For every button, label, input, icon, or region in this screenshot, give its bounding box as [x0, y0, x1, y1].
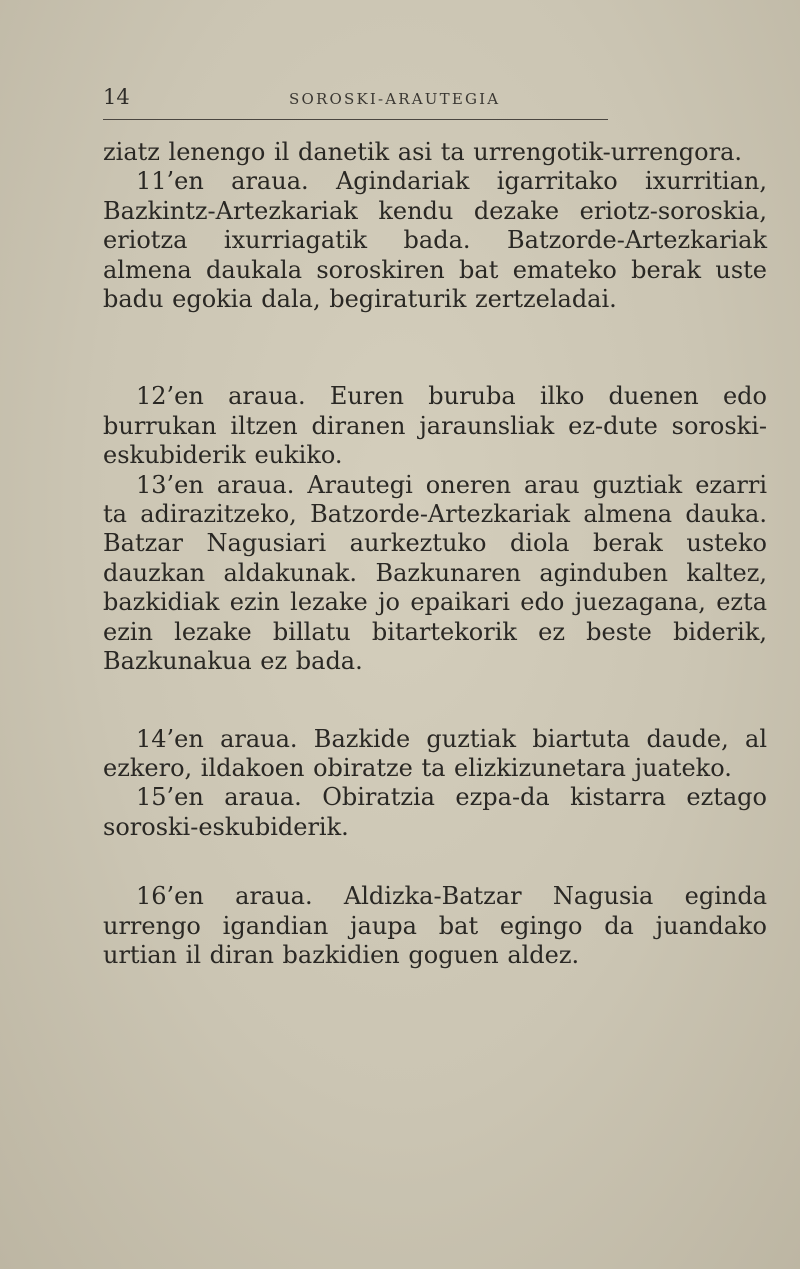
- paragraph-article-15: 15’en araua. Obiratzia ezpa-da kistarra eztago soroski-eskubiderik.: [103, 783, 767, 841]
- body-text: [103, 138, 767, 970]
- page-number: 14: [103, 85, 130, 109]
- running-title: SOROSKI-ARAUTEGIA: [289, 90, 501, 108]
- paragraph-article-12: 12’en araua. Euren buruba ilko duenen edo burrukan iltzen diranen jaraunsliak ez-dute soroski-eskubiderik eukiko.: [103, 382, 767, 470]
- page-header: [103, 82, 763, 118]
- paragraph-article-11: 11’en araua. Agindariak igarritako ixurritian, Bazkintz-Artezkariak kendu dezake eriotz-soroskia, eriotza ixurriagatik bada. Batzorde-Artezkariak almena daukala soroskiren bat emateko berak uste badu egokia dala, begiraturik zertzeladai.: [103, 167, 767, 314]
- paragraph-article-16: 16’en araua. Aldizka-Batzar Nagusia egindа urrengo igandian jaupa bat egingo da juandako urtian il diran bazkidien goguen aldez.: [103, 882, 767, 969]
- paragraph-continuation: ziatz lenengo il danetik asi ta urrengotik-urrengora.: [103, 138, 743, 166]
- paragraph-article-13: 13’en araua. Arautegi oneren arau guztiak ezarri ta adirazitzeko, Batzorde-Artezkariak almena dauka. Batzar Nagusiari aurkeztuko diola berak usteko dauzkan aldakunak. Bazkunaren aginduben kaltez, bazkidiak ezin lezake jo epaikari edo juezagana, ezta ezin lezake billatu bitartekorik ez beste biderik, Bazkunakua ez bada.: [103, 470, 767, 676]
- paragraph-article-14: 14’en araua. Bazkide guztiak biartuta daude, al ezkero, ildakoen obiratze ta elizkizunetara juateko.: [103, 724, 767, 782]
- header-rule: [103, 119, 608, 120]
